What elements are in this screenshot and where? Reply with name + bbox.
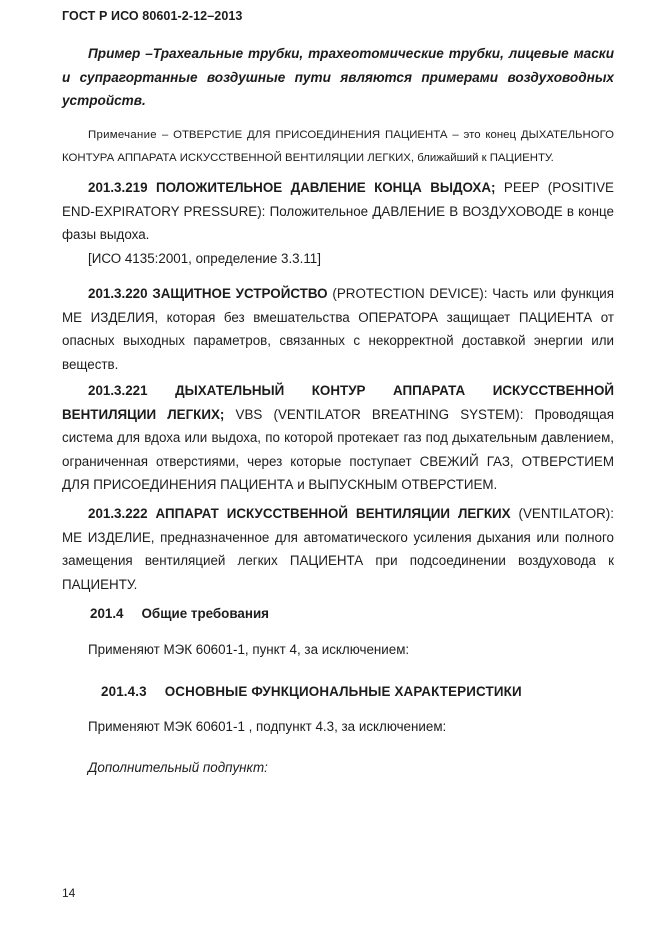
definition-body: (VENTILATOR): МЕ ИЗДЕЛИЕ, предназначенное для автоматического усиления дыхания или полного замещения вентиляцией легких ПАЦИЕНТА при подсоединении воздуховода к ПАЦИЕНТУ.	[62, 506, 614, 592]
section-heading-201-4	[90, 606, 269, 621]
section-heading-201-4-3	[101, 684, 522, 699]
subsection-applies-text: Применяют МЭК 60601-1 , подпункт 4.3, за исключением:	[88, 719, 447, 734]
definition-heading: 201.3.220 ЗАЩИТНОЕ УСТРОЙСТВО	[88, 286, 328, 301]
definition-201-3-219	[62, 176, 614, 247]
definition-heading: 201.3.219 ПОЛОЖИТЕЛЬНОЕ ДАВЛЕНИЕ КОНЦА ВЫДОХА;	[88, 180, 496, 195]
section-applies-text: Применяют МЭК 60601-1, пункт 4, за исключением:	[88, 642, 410, 657]
note-dash: –	[161, 129, 169, 141]
page-number: 14	[62, 886, 76, 900]
definition-heading: 201.3.221 ДЫХАТЕЛЬНЫЙ КОНТУР АППАРАТА ИСКУССТВЕННОЙ ВЕНТИЛЯЦИИ ЛЕГКИХ;	[62, 383, 614, 422]
definition-201-3-222	[62, 502, 614, 596]
definition-body: PEEP (POSITIVE END-EXPIRATORY PRESSURE): Положительное ДАВЛЕНИЕ В ВОЗДУХОВОДЕ в конце фазы выдоха.	[62, 180, 614, 242]
definition-201-3-220	[62, 282, 614, 376]
note-text: ОТВЕРСТИЕ ДЛЯ ПРИСОЕДИНЕНИЯ ПАЦИЕНТА – это конец ДЫХАТЕЛЬНОГО КОНТУРА АППАРАТА ИСКУССТВЕННОЙ ВЕНТИЛЯЦИИ ЛЕГКИХ, ближайший к ПАЦИЕНТУ.	[62, 129, 615, 164]
definition-reference: [ИСО 4135:2001, определение 3.3.11]	[88, 251, 321, 266]
example-paragraph: Пример –Трахеальные трубки, трахеотомические трубки, лицевые маски и супрагортанные воздушные пути являются примерами воздуховодных устройств.	[62, 46, 614, 108]
section-number: 201.4.3	[101, 684, 147, 699]
note-label: Примечание	[88, 129, 157, 141]
definition-heading: 201.3.222 АППАРАТ ИСКУССТВЕННОЙ ВЕНТИЛЯЦИИ ЛЕГКИХ	[88, 506, 511, 521]
definition-body: VBS (VENTILATOR BREATHING SYSTEM): Проводящая система для вдоха или выдоха, по которой протекает газ под дыхательным давлением, ограниченная отверстиями, через которые поступает СВЕЖИЙ ГАЗ, ОТВЕРСТИЕМ ДЛЯ ПРИСОЕДИНЕНИЯ ПАЦИЕНТА и ВЫПУСКНЫМ ОТВЕРСТИЕМ.	[62, 406, 614, 492]
page-header: ГОСТ Р ИСО 80601-2-12–2013	[62, 9, 243, 23]
additional-subclause-label: Дополнительный подпункт:	[88, 760, 268, 775]
section-title: ОСНОВНЫЕ ФУНКЦИОНАЛЬНЫЕ ХАРАКТЕРИСТИКИ	[164, 684, 522, 699]
definition-201-3-221	[62, 379, 614, 497]
definition-body: (PROTECTION DEVICE): Часть или функция МЕ ИЗДЕЛИЯ, которая без вмешательства ОПЕРАТОРА защищает ПАЦИЕНТА от опасных выходных параметров, связанных с некорректной доставкой энергии или веществ.	[62, 286, 614, 372]
section-title: Общие требования	[141, 606, 269, 621]
section-number: 201.4	[90, 606, 124, 621]
note-paragraph	[62, 124, 614, 169]
